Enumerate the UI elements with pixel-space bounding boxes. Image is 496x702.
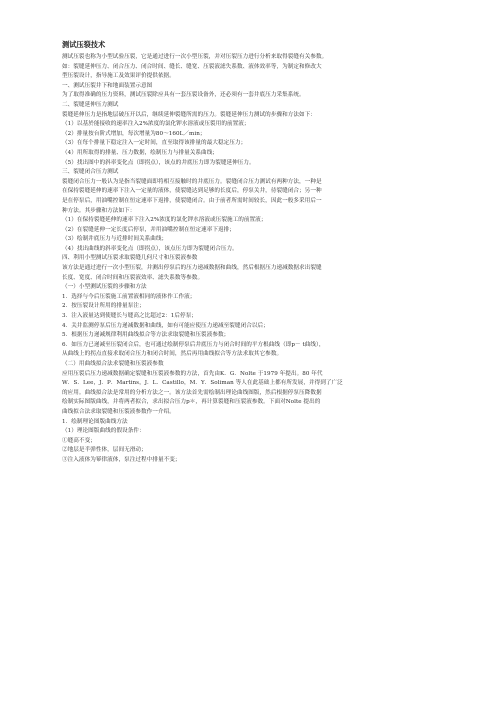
text-line: （1）以基於能接收的速率注入2%浓度的氯化钾水溶液或压裂用的前置液； (62, 121, 250, 128)
text-line: 测试压裂也称为小型试验压裂，它是通过进行一次小型压裂，并对压裂压力进行分析来取得裂缝有关参数。 (62, 54, 328, 60)
text-line: ②地层是半弹性体，层间无滑动； (62, 447, 147, 454)
text-line: （3）绘制井底压力与近排时间关系曲线； (62, 236, 168, 243)
text-line: （2）排量按台阶式增加，每次增量为80～160L／min； (62, 130, 206, 137)
text-line: 裂缝闭合压力一般认为是指当裂缝面即将相互接触时的井底压力。裂缝闭合压力测试有两种方法，一种是 (62, 178, 322, 185)
text-line: 1．绘制理论图版曲线方法 (62, 418, 128, 425)
text-line: 四、利用小型测试压裂求取裂缝几何尺寸和压裂液参数 (62, 255, 198, 262)
text-line: 是在停泵后，用油嘴控制在恒定速率下返排，使裂缝闭合。由于前者所需时间较长，因此一般多采用后一 (62, 197, 322, 204)
text-line: 如：裂缝延伸压力、闭合压力、闭合时间、缝长、缝宽、压裂液滤失系数、液体效率等，为制定和修改大 (62, 63, 322, 70)
text-line: 型压裂设计，指导施工及效果评价提供依据。 (62, 73, 175, 80)
document-lines (62, 53, 450, 466)
text-line: 的应用。曲线拟合法是常用的分析方法之一。该方法首先需绘制出理论曲线图版，然后根据停泵压降数据 (62, 389, 322, 396)
text-line: 裂缝延伸压力是指地层破压开以后，继续延伸裂缝所需的压力。裂缝延伸压力测试的步骤和方法如下： (62, 111, 316, 118)
text-line: 2．按压裂设计所用的排量泵注； (62, 303, 145, 310)
text-line: 种方法。其步骤和方法如下： (62, 207, 136, 214)
text-line: （一）小型测试压裂的步骤和方法 (62, 284, 147, 291)
document-body (62, 40, 450, 466)
text-line: ①缝高不变； (62, 437, 96, 444)
text-line: （1）理论图版曲线的假设条件： (62, 428, 145, 435)
text-line: 5．根据压力递减规律利用曲线拟合等方法求取裂缝和压裂液参数； (62, 332, 230, 339)
text-line: 从曲线上的拐点直接求取闭合压力和闭合时间，然后再用曲线拟合等方法求取其它参数。 (62, 351, 283, 358)
text-line: （二）用曲线拟合法求裂缝和压裂液参数 (62, 361, 164, 367)
text-line: 绘制实际图版曲线，并将两者拟合，求出拟合压力p＊，再计算裂缝和压裂液参数。下面对Nolte 提出的 (62, 399, 321, 406)
text-line: 3．注入液量达到使缝长与缝高之比超过2：1后停泵； (62, 313, 197, 320)
text-line: 曲线拟合法求取裂缝和压裂液参数作一介绍。 (62, 408, 175, 415)
text-line: 4．关井监测停泵后压力递减数据和曲线，如有可能应使压力递减至裂缝闭合以后； (62, 322, 269, 329)
text-line: 长度、宽度、闭合时间和压裂液效率、滤失系数等参数。 (62, 274, 204, 281)
text-line: （1）在保持裂缝延伸的速率下注入2%浓度的氯化钾水溶液或压裂施工的前置液； (62, 217, 267, 224)
document-title: 测试压裂技术 (62, 40, 106, 49)
text-line: （4）用所取得的排量、压力数据，绘制压力与排量关系曲线； (62, 149, 218, 156)
text-line: （5）找出图中的斜率变化点（即拐点），该点的井底压力即为裂缝延伸压力。 (62, 159, 255, 166)
text-line: 6．如压力已递减至压裂闭合后，也可通过绘制停泵后井底压力与闭合时间的平方根曲线（即p－ t曲线）， (62, 341, 325, 348)
text-line: （2）在裂缝延伸一定长度后停泵，并用油嘴控制在恒定速率下返排； (62, 226, 235, 233)
text-line: 该方法是通过进行一次小型压裂，并测出停泵后的压力递减数据和曲线，然后根据压力递减数据求出裂缝 (62, 265, 322, 272)
text-line: （4）找出曲线的斜率变化点（即拐点），该点压力即为裂缝闭合压力。 (62, 245, 238, 252)
text-line: 三、裂缝闭合压力测试 (62, 169, 119, 176)
text-line: 为了取得准确的压力资料，测试压裂除应具有一套压裂设备外，还必须有一套井底压力采集系统。 (62, 92, 305, 99)
text-line: 二、裂缝延伸压力测试 (62, 101, 119, 108)
text-line: 1．选择与今后压裂施工前置液相同的液体作工作液； (62, 293, 196, 300)
text-line: 在保持裂缝延伸的速率下注入一定量的液体，使裂缝达到足够的长度后，停泵关井，待裂缝闭合；另一种 (62, 188, 322, 195)
text-line: （3）在每个排量下稳定注入一定时间，直至取得该排量的最大稳定压力； (62, 140, 247, 147)
text-line: 一、测试压裂井下和地面装置示意图 (62, 82, 153, 89)
text-line: ③注入液体为幂律液体，泵注过程中排量不变； (62, 456, 181, 463)
text-line: W．S．Lee，J．P．Martins，J．L．Castillo，M．Y．Soliman 等人在此基础上都有所发展，并得到了广泛 (62, 380, 343, 387)
text-line: 应用压裂后压力递减数据确定裂缝和压裂液参数的方法，首先由K．G．Nolte 于1979 年提出。80 年代 (62, 370, 323, 377)
